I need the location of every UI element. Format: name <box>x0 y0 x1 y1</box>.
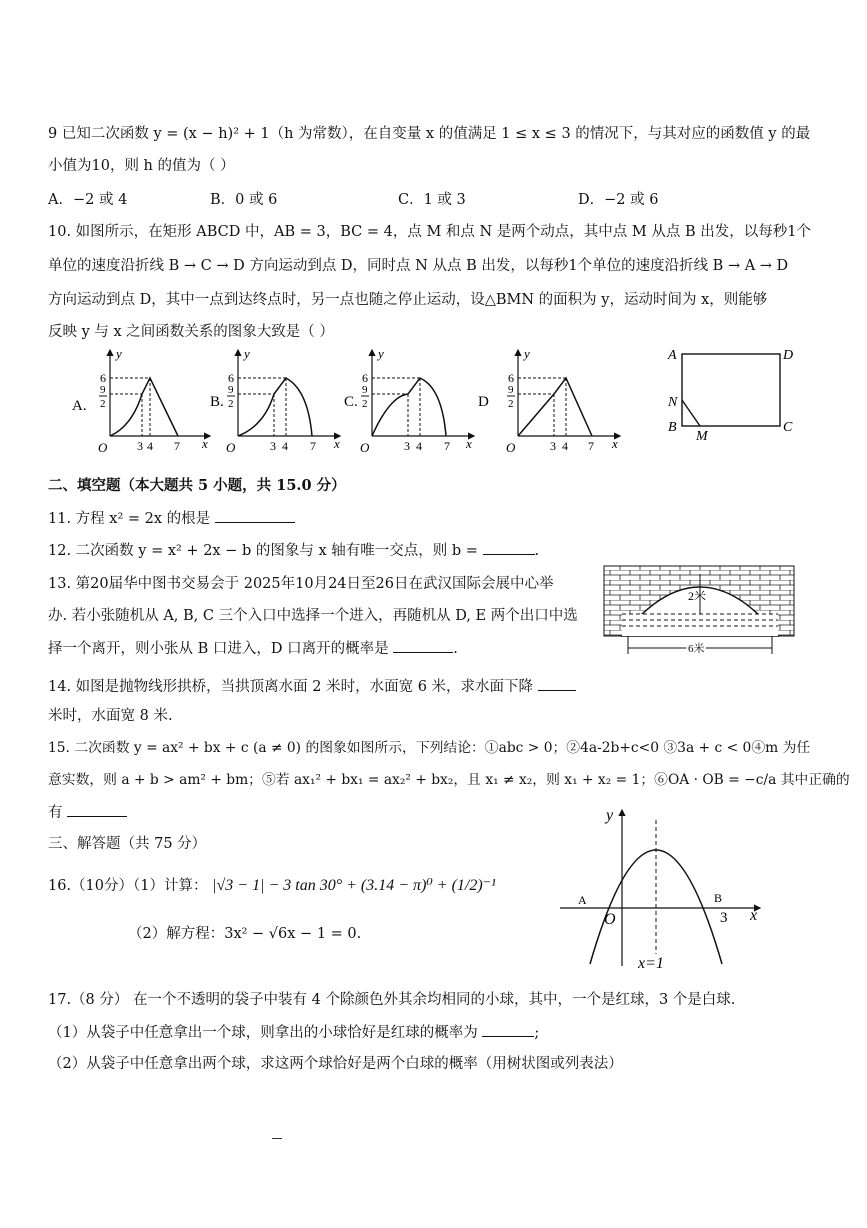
graph-d-6: 6 <box>508 371 514 385</box>
graph-b-y: y <box>244 346 250 361</box>
graph-d-y: y <box>524 346 530 361</box>
graph-d-4: 4 <box>562 439 568 453</box>
bridge-figure <box>600 560 800 660</box>
parabola-point-a: A <box>578 893 587 907</box>
q16-part1-expression: |√3 − 1| − 3 tan 30° + (3.14 − π)⁰ + (1/2)⁻¹ <box>212 877 496 894</box>
q16-part1-prefix: 16.（10分）（1）计算： <box>48 878 208 894</box>
graph-a-o: O <box>98 440 108 455</box>
q10-line3: 方向运动到点 D，其中一点到达终点时，另一点也随之停止运动，设△BMN 的面积为 y，运动时间为 x，则能够 <box>48 292 768 308</box>
q15-line2: 意实数，则 a + b > am² + bm；⑤若 ax₁² + bx₁ = ax₂² + bx₂，且 x₁ ≠ x₂，则 x₁ + x₂ = 1；⑥OA · OB = −c/a 其中正确的 <box>48 772 850 788</box>
q17-line1: 17.（8 分） 在一个不透明的袋子中装有 4 个除颜色外其余均相同的小球，其中，一个是红球，3 个是白球. <box>48 992 736 1008</box>
parabola-x-label: x <box>750 907 758 924</box>
q9-line1: 9 已知二次函数 y = (x − h)² + 1（h 为常数），在自变量 x 的值满足 1 ≤ x ≤ 3 的情况下，与其对应的函数值 y 的最 <box>48 126 811 142</box>
q13-line2: 办. 若小张随机从 A, B, C 三个入口中选择一个进入，再随机从 D, E 两个出口中选 <box>48 608 578 624</box>
graph-b-o: O <box>226 440 236 455</box>
graph-c-4: 4 <box>416 439 422 453</box>
graph-b-label: B. <box>210 394 224 410</box>
q14-line1-text: 14. 如图是抛物线形拱桥，当拱顶离水面 2 米时，水面宽 6 米，求水面下降 <box>48 679 534 695</box>
graph-b-x: x <box>334 436 340 451</box>
q13-answer-blank[interactable] <box>393 638 453 653</box>
q10-line4: 反映 y 与 x 之间函数关系的图象大致是（ ） <box>48 324 334 340</box>
graph-a-9: 9 <box>100 384 106 396</box>
rect-label-b: B <box>668 420 677 435</box>
q15-line1: 15. 二次函数 y = ax² + bx + c (a ≠ 0) 的图象如图所示，下列结论：①abc > 0；②4a-2b+c<0 ③3a + c < 0④m 为任 <box>48 740 811 756</box>
q13-line1: 13. 第20届华中图书交易会于 2025年10月24日至26日在武汉国际会展中心举 <box>48 576 554 592</box>
q17-line2: （1）从袋子中任意拿出一个球，则拿出的小球恰好是红球的概率为 ; <box>48 1022 539 1043</box>
q16-part1 <box>48 876 496 896</box>
q9-option-a: A．−2 或 4 <box>48 192 128 208</box>
graph-c-7: 7 <box>444 439 450 453</box>
q10-graphs <box>60 340 680 460</box>
graph-d-x: x <box>612 436 618 451</box>
q14-line2: 米时，水面宽 8 米. <box>48 708 173 724</box>
graph-b[interactable] <box>210 346 340 455</box>
graph-a-2: 2 <box>100 398 106 410</box>
q12: 12. 二次函数 y = x² + 2x − b 的图象与 x 轴有唯一交点，则 b = . <box>48 540 539 561</box>
graph-c-2: 2 <box>362 398 368 410</box>
graph-a[interactable] <box>72 346 210 455</box>
q17-line2-text: （1）从袋子中任意拿出一个球，则拿出的小球恰好是红球的概率为 <box>48 1025 478 1041</box>
graph-d-9: 9 <box>508 384 514 396</box>
graph-d[interactable] <box>478 346 620 455</box>
graph-d-o: O <box>506 440 516 455</box>
graph-d-3: 3 <box>550 439 556 453</box>
graph-c-label: C. <box>344 394 358 410</box>
q15-line3-text: 有 <box>48 805 63 821</box>
graph-b-6: 6 <box>228 371 234 385</box>
graph-a-3: 3 <box>137 439 143 453</box>
parabola-axis-label: x=1 <box>638 955 664 972</box>
q9-option-d: D．−2 或 6 <box>578 192 659 208</box>
q17-answer-blank[interactable] <box>482 1022 534 1037</box>
graph-c[interactable] <box>344 346 474 455</box>
graph-a-label: A. <box>72 398 87 414</box>
q15-answer-blank[interactable] <box>67 802 127 817</box>
graph-c-9: 9 <box>362 384 368 396</box>
graph-d-2: 2 <box>508 398 514 410</box>
graph-b-3: 3 <box>270 439 276 453</box>
graph-c-x: x <box>466 436 472 451</box>
rect-label-c: C <box>783 420 793 435</box>
q10-line2: 单位的速度沿折线 B → C → D 方向运动到点 D，同时点 N 从点 B 出发，以每秒1个单位的速度沿折线 B → A → D <box>48 258 789 274</box>
q9-line2: 小值为10，则 h 的值为（ ） <box>48 158 235 174</box>
graph-a-4: 4 <box>147 439 153 453</box>
q11-answer-blank[interactable] <box>215 508 295 523</box>
graph-b-7: 7 <box>310 439 316 453</box>
graph-a-6: 6 <box>100 371 106 385</box>
graph-d-label: D <box>478 394 489 410</box>
graph-d-7: 7 <box>588 439 594 453</box>
q12-text: 12. 二次函数 y = x² + 2x − b 的图象与 x 轴有唯一交点，则 b = <box>48 543 478 559</box>
bridge-height-label: 2米 <box>688 589 707 603</box>
footer-mark <box>272 1138 282 1139</box>
rect-label-d: D <box>783 348 794 363</box>
q16-part2: （2）解方程：3x² − √6x − 1 = 0. <box>128 926 362 942</box>
parabola-figure <box>560 806 770 972</box>
q12-answer-blank[interactable] <box>483 540 535 555</box>
bridge-width-label: 6米 <box>688 643 705 655</box>
q17-line3: （2）从袋子中任意拿出两个球，求这两个球恰好是两个白球的概率（用树状图或列表法） <box>48 1056 623 1072</box>
q10-line1: 10. 如图所示，在矩形 ABCD 中，AB = 3，BC = 4，点 M 和点 N 是两个动点，其中点 M 从点 B 出发，以每秒1个 <box>48 224 811 240</box>
graph-c-3: 3 <box>404 439 410 453</box>
rect-label-m: M <box>696 429 708 444</box>
graph-a-x: x <box>202 436 208 451</box>
graph-a-y: y <box>116 346 122 361</box>
q9-option-b: B．0 或 6 <box>210 192 278 208</box>
q10-rectangle-figure <box>664 344 804 444</box>
graph-a-7: 7 <box>174 439 180 453</box>
graph-b-2: 2 <box>228 398 234 410</box>
parabola-origin-label: O <box>604 911 616 928</box>
q13-line3: 择一个离开，则小张从 B 口进入，D 口离开的概率是 . <box>48 638 458 659</box>
q15-line3 <box>48 802 127 823</box>
rect-label-n: N <box>668 395 678 410</box>
graph-b-4: 4 <box>282 439 288 453</box>
q14-answer-blank[interactable] <box>538 676 576 691</box>
rect-label-a: A <box>668 348 677 363</box>
q13-line3-text: 择一个离开，则小张从 B 口进入，D 口离开的概率是 <box>48 641 389 657</box>
q9-option-c: C．1 或 3 <box>398 192 466 208</box>
graph-c-6: 6 <box>362 371 368 385</box>
graph-c-o: O <box>360 440 370 455</box>
q14-line1 <box>48 676 576 697</box>
graph-c-y: y <box>378 346 384 361</box>
parabola-tick-3: 3 <box>720 910 728 926</box>
parabola-y-label: y <box>606 807 614 824</box>
q11 <box>48 508 295 529</box>
section3-title: 三、解答题（共 75 分） <box>48 836 207 852</box>
section2-title: 二、填空题（本大题共 5 小题，共 15.0 分） <box>48 477 346 494</box>
graph-b-9: 9 <box>228 384 234 396</box>
q11-text: 11. 方程 x² = 2x 的根是 <box>48 511 211 527</box>
parabola-point-b: B <box>714 891 723 905</box>
